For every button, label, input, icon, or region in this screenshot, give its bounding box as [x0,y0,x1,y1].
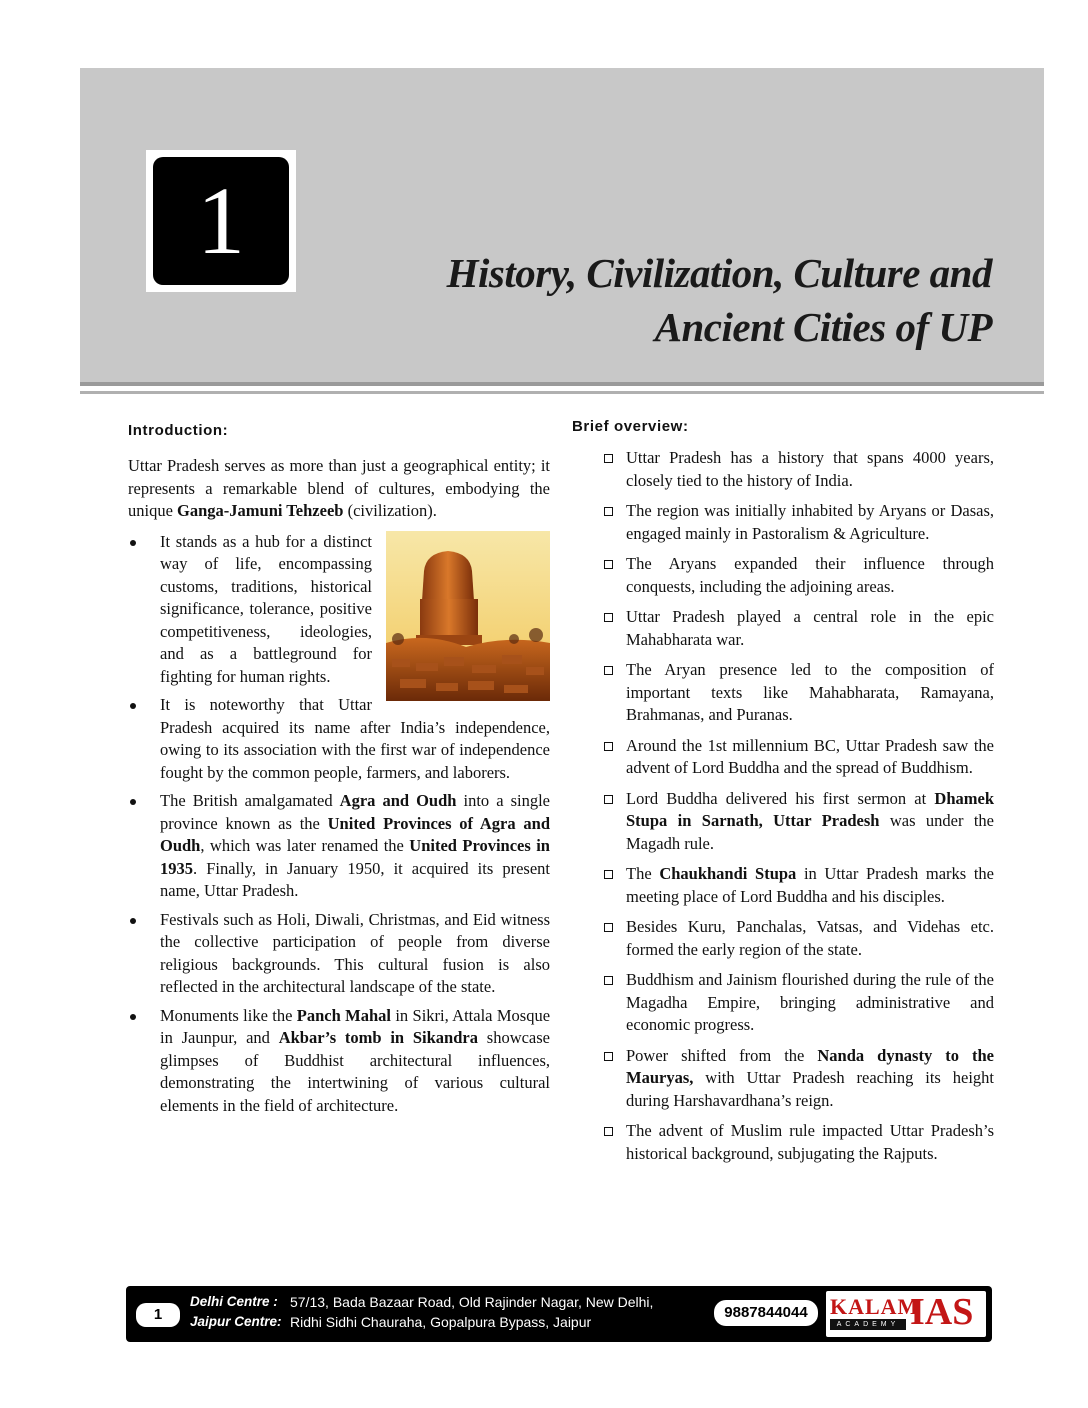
chapter-title [332,246,992,354]
checkbox-bullet-icon [604,923,613,932]
item-text: with Uttar Pradesh reaching its height during Harshavardhana’s reign. [626,1068,994,1110]
item-text: Lord Buddha delivered his first sermon at [626,788,935,808]
intro-bullet [128,790,550,903]
bullet-bold-term: Panch Mahal [296,1005,391,1025]
delhi-centre-address: 57/13, Bada Bazaar Road, Old Rajinder Nagar, New Delhi, [290,1294,654,1310]
introduction-column [128,422,550,1123]
checkbox-bullet-icon [604,454,613,463]
introduction-bullets [128,531,550,1118]
overview-item [572,863,994,908]
introduction-heading: Introduction: [128,422,229,439]
delhi-centre-label: Delhi Centre : [190,1294,278,1309]
item-text: Around the 1st millennium BC, Uttar Pradesh saw the advent of Lord Buddha and the spread of Buddhism. [626,735,994,777]
overview-item [572,1120,994,1165]
intro-bullet [128,694,550,784]
overview-item [572,606,994,651]
chapter-title-line1: History, Civilization, Culture and [446,250,992,296]
overview-heading: Brief overview: [572,418,689,435]
checkbox-bullet-icon [604,1127,613,1136]
bullet-dot-icon [130,703,136,709]
overview-item [572,735,994,780]
kalam-ias-logo [826,1291,986,1337]
item-text: Power shifted from the [626,1045,818,1065]
header-divider [80,391,1044,394]
item-text: Besides Kuru, Panchalas, Vatsas, and Videhas etc. formed the early region of the state. [626,917,994,959]
bullet-dot-icon [130,1014,136,1020]
intro-bold-term: Ganga-Jamuni Tehzeeb [177,501,344,520]
item-text: in Uttar Pradesh marks the meeting place of Lord Buddha and his disciples. [626,864,994,906]
checkbox-bullet-icon [604,560,613,569]
item-text: Uttar Pradesh has a history that spans 4000 years, closely tied to the history of India. [626,448,994,490]
item-bold-term: Dhamek Stupa in Sarnath, Uttar Pradesh [626,788,994,830]
item-text: was under the Magadh rule. [626,811,994,853]
bullet-text: , which was later renamed the [200,836,410,855]
checkbox-bullet-icon [604,1052,613,1061]
checkbox-bullet-icon [604,742,613,751]
bullet-text: . Finally, in January 1950, it acquired its present name, Uttar Pradesh. [160,858,550,900]
bullet-bold-term: United Provinces in 1935 [160,836,550,878]
checkbox-bullet-icon [604,666,613,675]
intro-text: Uttar Pradesh serves as more than just a geographical entity; it represents a remarkable blend of cultures, embodying the unique [128,456,550,520]
logo-academy-text: ACADEMY [830,1319,906,1330]
overview-item [572,659,994,727]
jaipur-centre-address: Ridhi Sidhi Chauraha, Gopalpura Bypass, Jaipur [290,1314,592,1330]
chapter-number-box [146,150,296,292]
bullet-text: It stands as a hub for a distinct way of life, encompassing customs, traditions, historical significance, tolerance, positive competitiveness, ideologies, and as a battleground for fighting for human rights. [160,531,372,686]
overview-item [572,1045,994,1113]
bullet-text: The British amalgamated [160,791,340,810]
item-bold-term: Nanda dynasty to the Mauryas, [626,1045,994,1087]
item-text: The advent of Muslim rule impacted Uttar Pradesh’s historical background, subjugating the Rajputs. [626,1121,994,1163]
bullet-text: in Sikri, Attala Mosque in Jaunpur, and [160,1005,551,1047]
checkbox-bullet-icon [604,613,613,622]
item-text: The region was initially inhabited by Aryans or Dasas, engaged mainly in Pastoralism & Agriculture. [626,501,994,543]
bullet-text: It is noteworthy that Uttar Pradesh acquired its name after India’s independence, owing to its association with the first war of independence fought by the common people, farmers, and laborers. [160,695,550,782]
chapter-title-line2: Ancient Cities of UP [654,304,992,350]
overview-column [572,418,994,1173]
checkbox-bullet-icon [604,507,613,516]
overview-list [572,447,994,1165]
intro-bullet [128,531,550,689]
item-text: Uttar Pradesh played a central role in the epic Mahabharata war. [626,607,994,649]
bullet-dot-icon [130,540,136,546]
item-text: The Aryans expanded their influence through conquests, including the adjoining areas. [626,554,994,596]
item-text: The [626,864,660,883]
bullet-bold-term: United Provinces of Agra and Oudh [160,813,551,855]
overview-item [572,553,994,598]
introduction-paragraph [128,455,550,523]
overview-item [572,447,994,492]
overview-item [572,788,994,856]
item-bold-term: Chaukhandi Stupa [659,864,797,883]
bullet-text: Monuments like the [160,1005,297,1025]
jaipur-centre-label: Jaipur Centre: [190,1314,282,1329]
dhamek-stupa-photo [386,531,550,701]
bullet-dot-icon [130,918,136,924]
bullet-bold-term: Akbar’s tomb in Sikandra [278,1028,478,1047]
overview-item [572,500,994,545]
bullet-dot-icon [130,799,136,805]
logo-ias-text: IAS [910,1291,974,1333]
overview-item [572,916,994,961]
bullet-text: Festivals such as Holi, Diwali, Christmas, and Eid witness the collective participation of people from diverse religious backgrounds. This cultural fusion is also reflected in the architectural landscape of the state. [160,909,550,996]
checkbox-bullet-icon [604,795,613,804]
checkbox-bullet-icon [604,870,613,879]
page-number: 1 [136,1303,180,1327]
overview-item [572,969,994,1037]
bullet-text: into a single province known as the [160,791,551,833]
intro-bullet [128,1005,550,1118]
item-text: The Aryan presence led to the composition of important texts like Mahabharata, Ramayana, Brahmanas, and Puranas. [626,660,994,724]
phone-number: 9887844044 [714,1300,818,1326]
intro-bullet [128,909,550,999]
chapter-number: 1 [153,157,289,285]
bullet-text: showcase glimpses of Buddhist architectural influences, demonstrating the intertwining of various cultural elements in the field of architecture. [160,1028,551,1115]
checkbox-bullet-icon [604,976,613,985]
item-text: Buddhism and Jainism flourished during the rule of the Magadha Empire, bringing administrative and economic progress. [626,970,994,1034]
intro-text: (civilization). [343,501,437,520]
bullet-bold-term: Agra and Oudh [339,791,457,810]
page-footer [126,1286,992,1342]
logo-kalam-text: KALAM [830,1294,920,1319]
